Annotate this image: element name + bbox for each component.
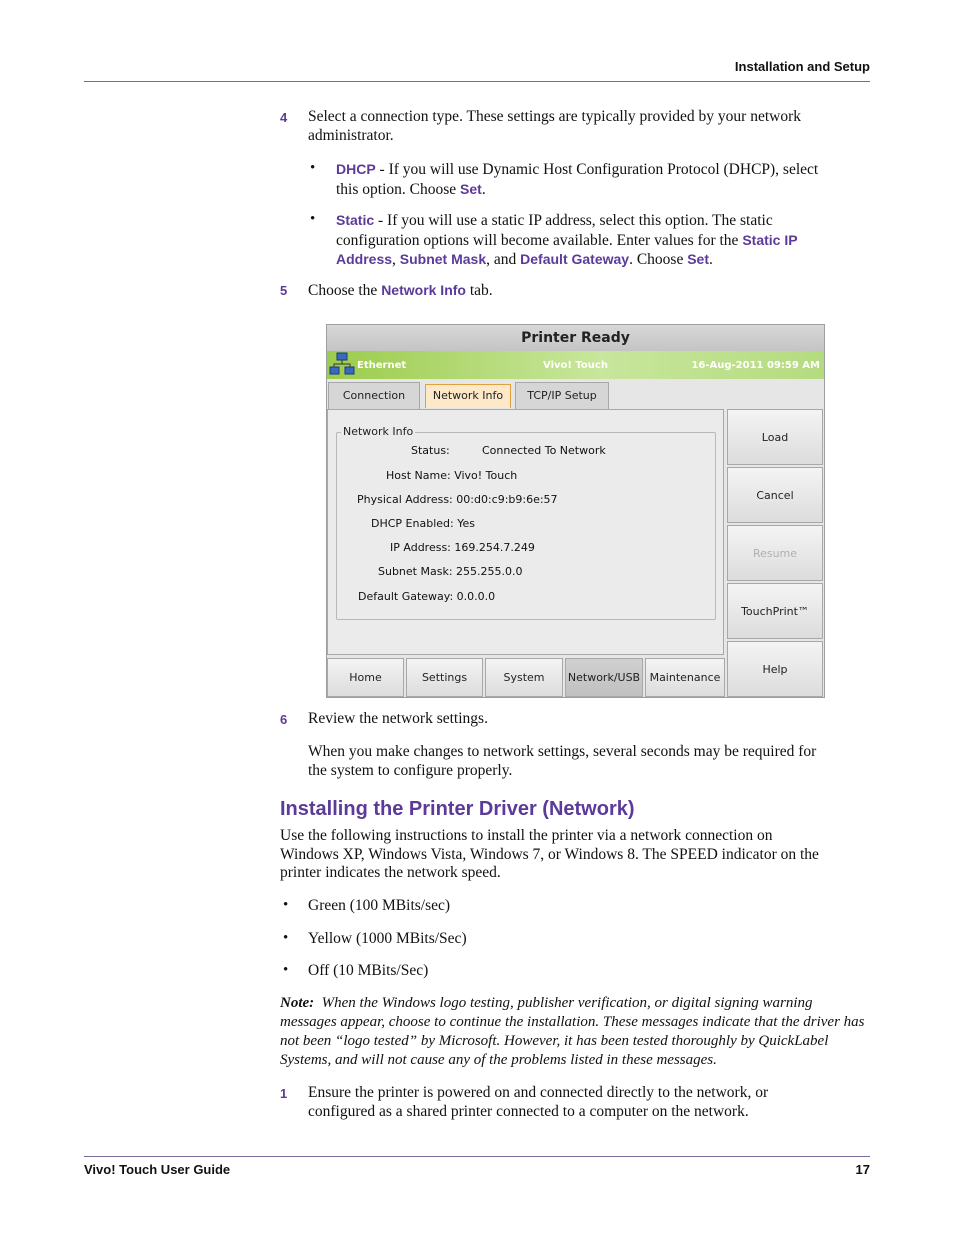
step-4-line: Select a connection type. These settings are typically provided by your network: [308, 108, 801, 125]
static-text: . Choose: [629, 251, 688, 268]
set-keyword: Set: [687, 251, 710, 267]
bullet: •: [310, 211, 316, 227]
running-header: Installation and Setup: [734, 59, 870, 74]
help-button[interactable]: Help: [727, 641, 823, 697]
ip-address: IP Address: 169.254.7.249: [390, 541, 535, 554]
system-button[interactable]: System: [485, 658, 563, 697]
dhcp-option: [336, 160, 818, 199]
tab-connection[interactable]: Connection: [328, 382, 420, 409]
step-number: 4: [280, 110, 288, 125]
footer-guide-title: Vivo! Touch User Guide: [84, 1162, 231, 1177]
note: [280, 994, 865, 1070]
step-1-line: configured as a shared printer connected to a computer on the network.: [308, 1102, 749, 1120]
step-5-pre: Choose the: [308, 282, 382, 299]
section-intro: [280, 827, 819, 883]
resume-button[interactable]: Resume: [727, 525, 823, 581]
home-button[interactable]: Home: [327, 658, 404, 697]
device-name: Vivo! Touch: [543, 360, 608, 371]
step-5-text: [308, 281, 493, 301]
static-text: configuration options will become available. Enter values for the: [336, 231, 743, 249]
punct: .: [481, 180, 486, 198]
physical-address: Physical Address: 00:d0:c9:b9:6e:57: [357, 493, 558, 506]
subnet-mask-keyword: Subnet Mask: [399, 251, 487, 267]
paragraph-line: Use the following instructions to install the printer via a network connection on: [280, 827, 773, 844]
touchprint-button[interactable]: TouchPrint™: [727, 583, 823, 639]
printer-screen-screenshot: [326, 324, 825, 698]
dhcp-keyword: DHCP: [336, 161, 376, 177]
paragraph-line: Windows XP, Windows Vista, Windows 7, or Windows 8. The SPEED indicator on the: [280, 845, 819, 863]
note-line: When the Windows logo testing, publisher verification, or digital signing warning: [321, 995, 813, 1011]
punct: .: [709, 251, 713, 268]
dhcp-text: - If you will use Dynamic Host Configuration Protocol (DHCP), select: [375, 161, 819, 178]
host-name: Host Name: Vivo! Touch: [386, 469, 518, 482]
static-text: , and: [486, 251, 521, 268]
tab-tcpip-setup[interactable]: TCP/IP Setup: [515, 382, 609, 409]
network-info-keyword: Network Info: [381, 282, 466, 298]
note-line: Systems, and will not cause any of the problems listed in these messages.: [280, 1052, 717, 1068]
section-heading: Installing the Printer Driver (Network): [280, 798, 635, 820]
tab-network-info[interactable]: Network Info: [425, 384, 511, 408]
status-bar: [327, 351, 824, 379]
paragraph-line: the system to configure properly.: [308, 761, 513, 779]
step-1-line: Ensure the printer is powered on and connected directly to the network, or: [308, 1084, 769, 1101]
paragraph-line: printer indicates the network speed.: [280, 864, 501, 881]
load-button[interactable]: Load: [727, 409, 823, 465]
step-4-line: administrator.: [308, 126, 394, 144]
bullet: •: [283, 962, 289, 978]
header-rule: [84, 81, 870, 82]
page-number: 17: [855, 1162, 870, 1177]
step-6-paragraph: [308, 743, 816, 780]
network-info-group: [336, 425, 716, 620]
speed-item: Off (10 MBits/Sec): [308, 962, 429, 979]
note-label: Note:: [280, 995, 315, 1011]
network-info-panel: [327, 409, 724, 655]
settings-button[interactable]: Settings: [406, 658, 483, 697]
note-line: messages appear, choose to continue the installation. These messages indicate that the driver has: [280, 1014, 865, 1030]
network-usb-button[interactable]: Network/USB: [565, 658, 643, 697]
connection-type: Ethernet: [357, 360, 407, 371]
cancel-button[interactable]: Cancel: [727, 467, 823, 523]
bullet: •: [283, 930, 289, 946]
step-number: 5: [280, 283, 288, 298]
default-gateway-keyword: Default Gateway: [520, 251, 630, 267]
default-gateway: Default Gateway: 0.0.0.0: [358, 590, 496, 603]
footer-rule: [84, 1156, 870, 1157]
step-4-text: [308, 108, 801, 145]
note-line: not been “logo tested” by Microsoft. However, it has been tested thoroughly by QuickLabel: [280, 1033, 829, 1049]
static-ip-keyword: Static IP: [742, 231, 798, 248]
static-keyword: Static: [336, 212, 375, 228]
dhcp-enabled: DHCP Enabled: Yes: [371, 517, 475, 530]
status-label: Status:: [411, 444, 450, 457]
group-label: Network Info: [343, 425, 414, 438]
step-number: 1: [280, 1086, 288, 1101]
static-option: [336, 211, 798, 270]
bullet: •: [310, 160, 316, 176]
paragraph-line: When you make changes to network settings, several seconds may be required for: [308, 743, 817, 760]
datetime: 16-Aug-2011 09:59 AM: [691, 360, 820, 371]
speed-item: Yellow (1000 MBits/Sec): [308, 930, 467, 947]
bullet: •: [283, 897, 289, 913]
status-value: Connected To Network: [482, 444, 606, 457]
subnet-mask: Subnet Mask: 255.255.0.0: [378, 565, 523, 578]
address-keyword: Address: [336, 251, 393, 267]
step-6-text: Review the network settings.: [308, 710, 488, 727]
static-text: - If you will use a static IP address, select this option. The static: [374, 212, 773, 229]
step-1-text: [308, 1084, 768, 1121]
maintenance-button[interactable]: Maintenance: [645, 658, 725, 697]
network-icon: [329, 352, 355, 378]
dhcp-text: this option. Choose: [336, 180, 461, 198]
speed-item: Green (100 MBits/sec): [308, 897, 451, 914]
step-number: 6: [280, 712, 288, 727]
step-5-post: tab.: [465, 282, 493, 299]
set-keyword: Set: [460, 180, 482, 197]
screen-title: Printer Ready: [327, 325, 824, 351]
punct: ,: [392, 251, 400, 268]
